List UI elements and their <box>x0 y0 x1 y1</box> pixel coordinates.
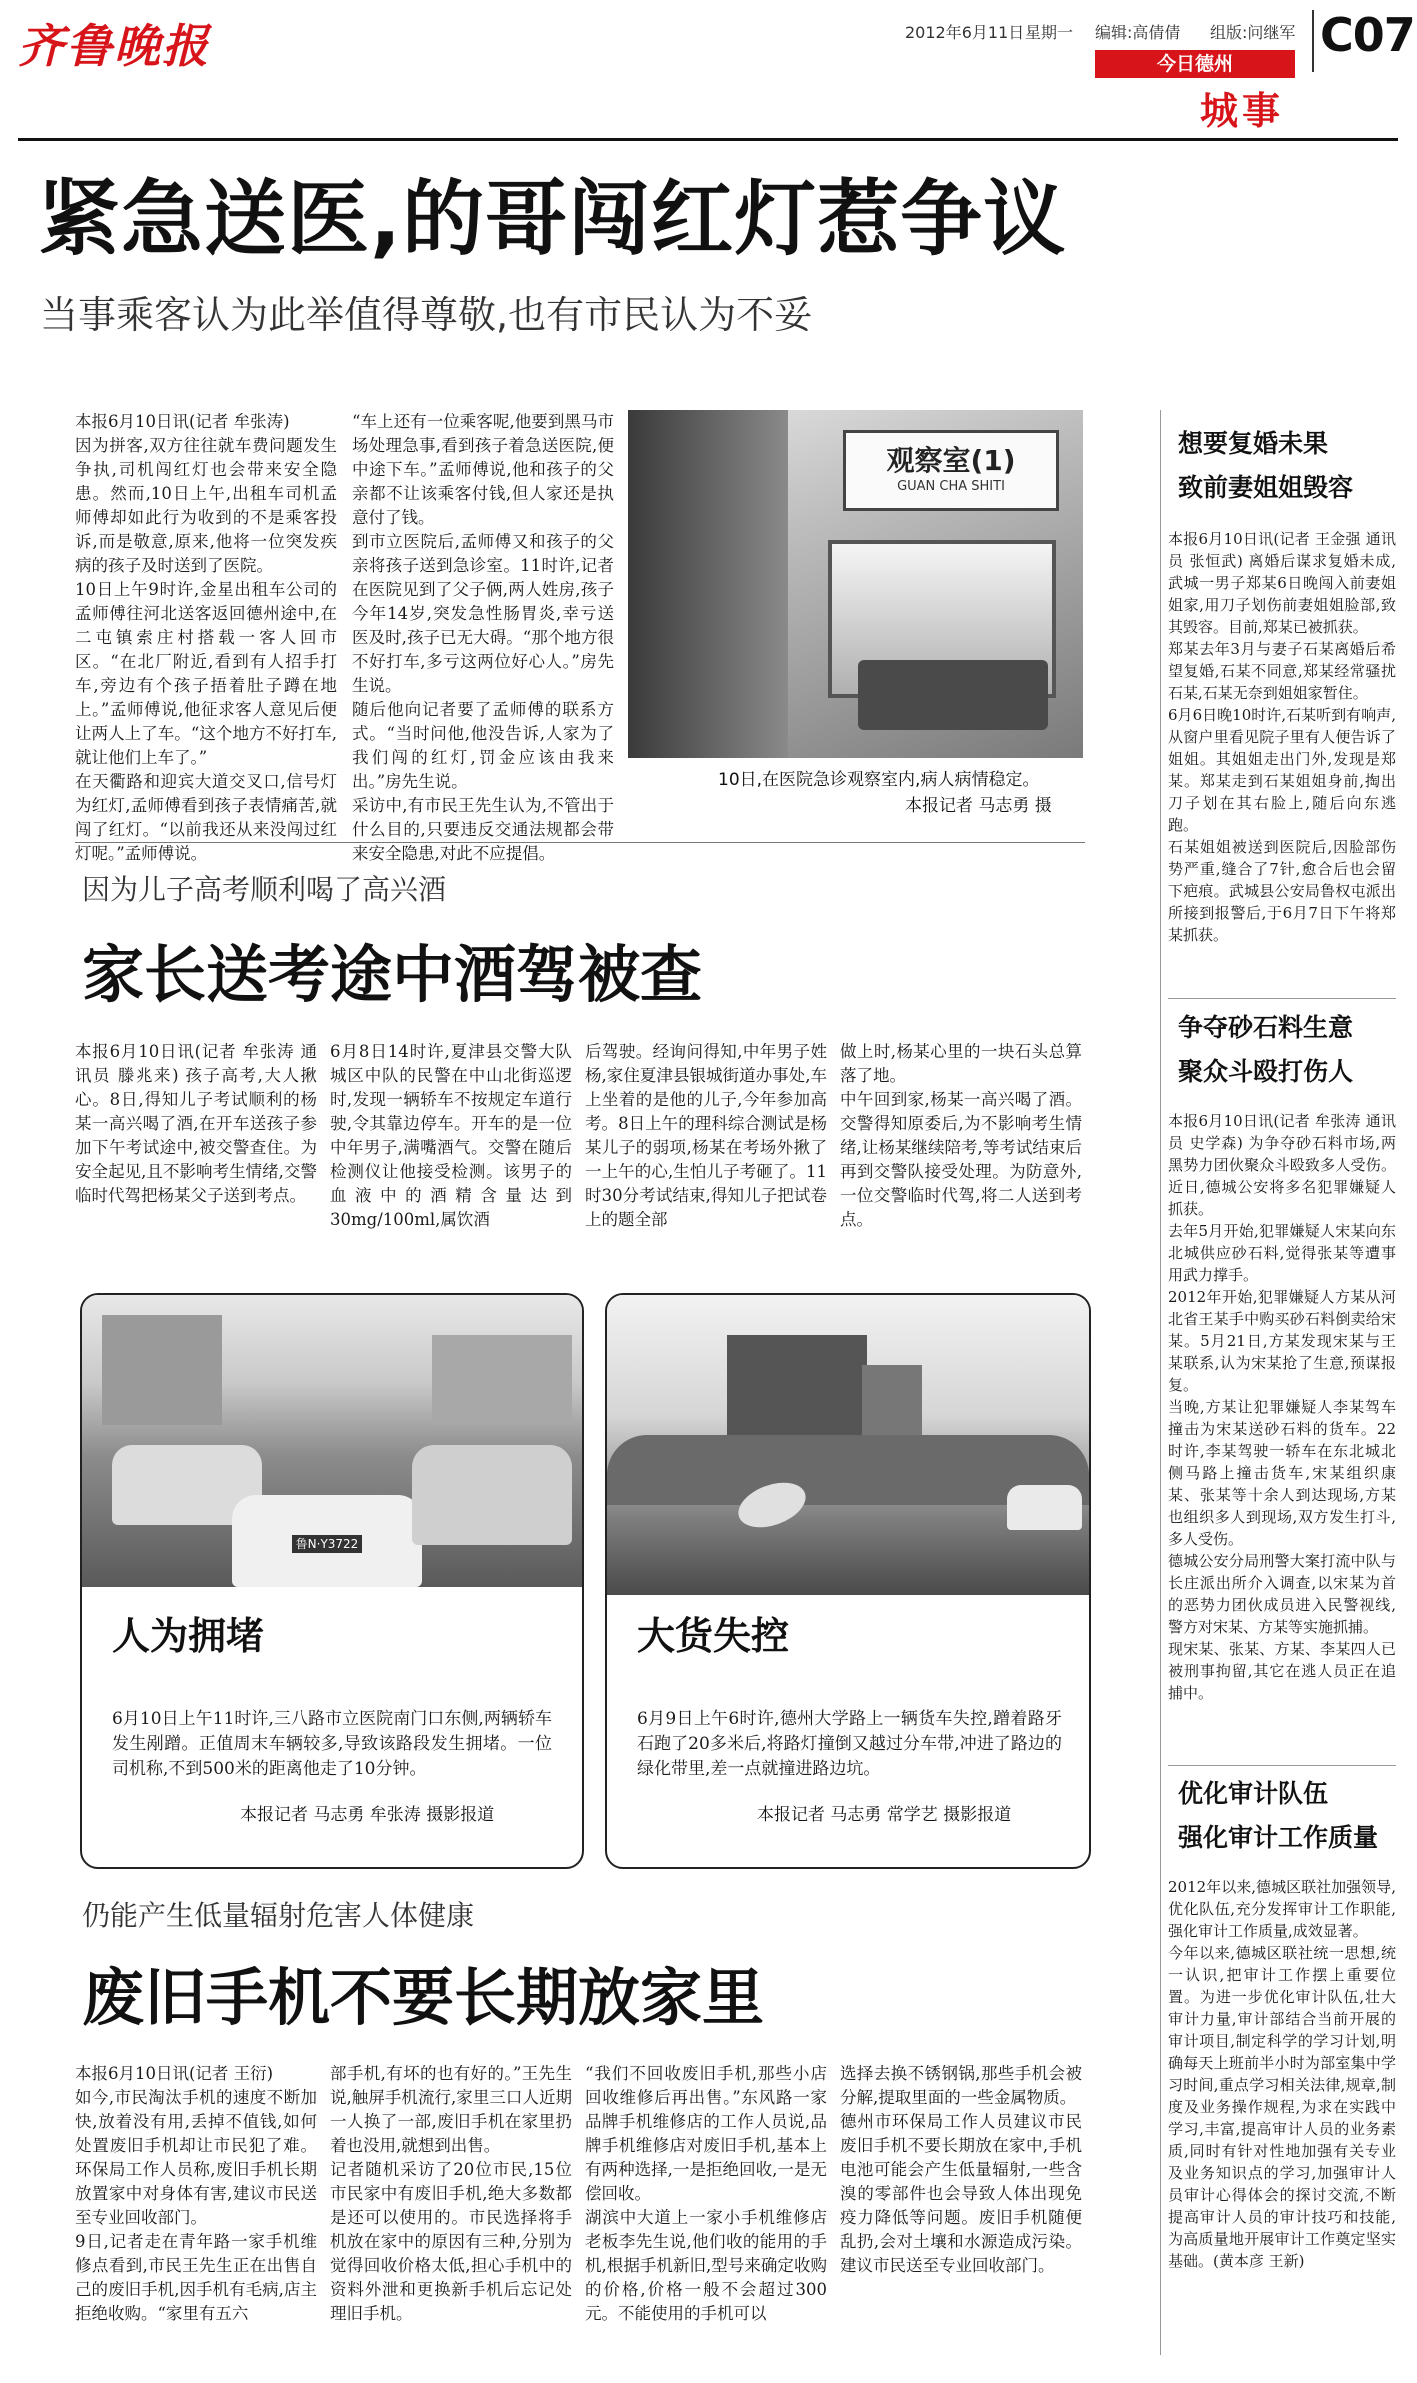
photo-card-left <box>80 1293 584 1869</box>
story2-kicker: 因为儿子高考顺利喝了高兴酒 <box>82 873 447 906</box>
sidebar-title-1a: 想要复婚未果 <box>1178 429 1329 458</box>
sidebar-title-2a: 争夺砂石料生意 <box>1178 1013 1354 1042</box>
layout-credit: 组版:问继军 <box>1210 23 1296 42</box>
photo-sign-text: 观察室(1) <box>886 444 1016 477</box>
story2-body-col4: 做上时,杨某心里的一块石头总算落了地。 中午回到家,杨某一高兴喝了酒。交警得知原委后,为不影响考生情绪,让杨某继续陪考,等考试结束后再到交警队接受处理。为防意外,一位交警临时代驾,将二人送到考点。 <box>840 1042 1082 1229</box>
section-title: 城事 <box>1200 89 1285 133</box>
issue-weekday: 星期一 <box>1025 23 1074 42</box>
sidebar-body-2: 本报6月10日讯(记者 牟张涛 通讯员 史学森) 为争夺砂石料市场,两黑势力团伙聚众斗殴致多人受伤。近日,德城公安将多名犯罪嫌疑人抓获。 去年5月开始,犯罪嫌疑人宋某向东北城供应砂石料,觉得张某等遭事用武力撑手。 2012年开始,犯罪嫌疑人方某从河北省王某手中购买砂石料倒卖给宋某。5月21日,方某发现宋某与王某联系,认为宋某抢了生意,预谋报复。 当晚,方某让犯罪嫌疑人李某驾车撞击为宋某送砂石料的货车。22时许,李某驾驶一轿车在东北城北侧马路上撞击货车,宋某组织康某、张某等十余人到达现场,方某也组织多人到现场,双方发生打斗,多人受伤。 德城公安分局刑警大案打流中队与长庄派出所介入调查,以宋某为首的恶势力团伙成员进入民警视线,警方对宋某、方某等实施抓捕。 现宋某、张某、方某、李某四人已被刑事拘留,其它在逃人员正在追捕中。 <box>1168 1112 1396 1702</box>
lead-headline: 紧急送医,的哥闯红灯惹争议 <box>38 172 1067 267</box>
photo-left-caption: 6月10日上午11时许,三八路市立医院南门口东侧,两辆轿车发生剐蹭。正值周末车辆较多,导致该路段发生拥堵。一位司机称,不到500米的距离他走了10分钟。 <box>112 1709 552 1779</box>
story3-body-col3: “我们不回收废旧手机,那些小店回收维修后再出售。”东风路一家品牌手机维修店的工作人员说,品牌手机维修店对废旧手机,基本上有两种选择,一是拒绝回收,一是无偿回收。 湖滨中大道上一家小手机维修店老板李先生说,他们收的能用的手机,根据手机新旧,型号来确定收购的价格,价格一般不会超过300元。不能使用的手机可以 <box>585 2064 827 2323</box>
sidebar-title-2b: 聚众斗殴打伤人 <box>1178 1057 1354 1086</box>
license-plate: 鲁N·Y3722 <box>292 1535 362 1553</box>
story3-body-col4: 选择去换不锈钢锅,那些手机会被分解,提取里面的一些金属物质。 德州市环保局工作人员建议市民废旧手机不要长期放在家中,手机电池可能会产生低量辐射,一些含溴的零部件也会导致人体出现免疫力降低等问题。废旧手机随便乱扔,会对土壤和水源造成污染。建议市民送至专业回收部门。 <box>840 2064 1082 2275</box>
story2-body-col1: 本报6月10日讯(记者 牟张涛 通讯员 滕兆来) 孩子高考,大人揪心。8日,得知儿子考试顺利的杨某一高兴喝了酒,在开车送孩子参加下午考试途中,被交警查住。为安全起见,且不影响考生情绪,交警临时代驾把杨某父子送到考点。 <box>75 1042 317 1205</box>
section-tag: 今日德州 <box>1095 50 1295 78</box>
sidebar-rule-2 <box>1168 1765 1396 1766</box>
sidebar-rule-1 <box>1168 998 1396 999</box>
issue-date: 2012年6月11日 <box>905 23 1025 42</box>
photo-car <box>412 1445 572 1545</box>
lead-subhead: 当事乘客认为此举值得尊敬,也有市民认为不妥 <box>40 293 813 337</box>
photo-card-right <box>605 1293 1091 1869</box>
photo-right-title: 大货失控 <box>637 1614 790 1658</box>
photo-right-caption: 6月9日上午6时许,德州大学路上一辆货车失控,蹭着路牙石跑了20多米后,将路灯撞倒又越过分车带,冲进了路边的绿化带里,差一点就撞进路边坑。 <box>637 1709 1062 1779</box>
photo-right-credit: 本报记者 马志勇 常学艺 摄影报道 <box>757 1805 1012 1825</box>
sidebar-title-3a: 优化审计队伍 <box>1178 1779 1329 1808</box>
photo-car <box>1007 1485 1082 1530</box>
story2-body-col2: 6月8日14时许,夏津县交警大队城区中队的民警在中山北街巡逻时,发现一辆轿车不按规定车道行驶,令其靠边停车。开车的是一位中年男子,满嘴酒气。交警在随后检测仪让他接受检测。该男子的血液中的酒精含量达到30mg/100ml,属饮酒 <box>330 1042 572 1229</box>
photo-left-credit: 本报记者 马志勇 牟张涛 摄影报道 <box>240 1805 495 1825</box>
sidebar <box>1168 410 1398 2360</box>
photo-building <box>102 1315 222 1425</box>
photo-door-sign <box>843 430 1059 511</box>
editor-credit: 编辑:高倩倩 <box>1095 23 1181 42</box>
lead-body-col2: “车上还有一位乘客呢,他要到黑马市场处理急事,看到孩子着急送医院,便中途下车。”孟师傅说,他和孩子的父亲都不让该乘客付钱,但人家还是执意付了钱。 到市立医院后,孟师傅又和孩子的父亲将孩子送到急诊室。11时许,记者在医院见到了父子俩,两人姓房,孩子今年14岁,突发急性肠胃炎,幸亏送医及时,孩子已无大碍。“那个地方很不好打车,多亏这两位好心人。”房先生说。 随后他向记者要了孟师傅的联系方式。“当时问他,他没告诉,人家为了我们闯的红灯,罚金应该由我来出。”房先生说。 采访中,有市民王先生认为,不管出于什么目的,只要违反交通法规都会带来安全隐患,对此不应提倡。 <box>352 412 614 863</box>
story2-headline: 家长送考途中酒驾被查 <box>82 938 703 1011</box>
sidebar-divider <box>1160 410 1161 2355</box>
photo-building <box>432 1335 572 1425</box>
photo-left-title: 人为拥堵 <box>112 1614 265 1658</box>
story3-headline: 废旧手机不要长期放家里 <box>82 1961 765 2034</box>
truck-photo <box>607 1295 1089 1595</box>
lead-body-col1: 本报6月10日讯(记者 牟张涛) 因为拼客,双方往往就车费问题发生争执,司机闯红灯也会带来安全隐患。然而,10日上午,出租车司机孟师傅却如此行为收到的不是乘客投诉,而是敬意,原来,他将一位突发疾病的孩子及时送到了医院。 10日上午9时许,金星出租车公司的孟师傅往河北送客返回德州途中,在二屯镇索庄村搭载一客人回市区。“在北厂附近,看到有人招手打车,旁边有个孩子捂着肚子蹲在地上。”孟师傅说,他征求客人意见后便让两人上了车。“这个地方不好打车,就让他们上车了。” 在天衢路和迎宾大道交叉口,信号灯为红灯,孟师傅看到孩子表情痛苦,就闯了红灯。“以前我还从来没闯过红灯呢。”孟师傅说。 <box>75 412 337 863</box>
masthead <box>0 0 1417 140</box>
sidebar-body-1: 本报6月10日讯(记者 王金强 通讯员 张恒武) 离婚后谋求复婚未成,武城一男子郑某6日晚闯入前妻姐姐家,用刀子划伤前妻姐姐脸部,致其毁容。目前,郑某已被抓获。 郑某去年3月与妻子石某离婚后希望复婚,石某不同意,郑某经常骚扰石某,石某无奈到姐姐家暂住。 6月6日晚10时许,石某听到有响声,从窗户里看见院子里有人便告诉了姐姐。其姐姐走出门外,发现是郑某。郑某走到石某姐姐身前,掏出刀子划在其右脸上,随后向东逃跑。 石某姐姐被送到医院后,因脸部伤势严重,缝合了7针,愈合后也会留下疤痕。武城县公安局鲁权屯派出所接到报警后,于6月7日下午将郑某抓获。 <box>1168 530 1396 944</box>
page-number-divider <box>1312 10 1314 72</box>
sidebar-title-3b: 强化审计工作质量 <box>1178 1823 1379 1852</box>
masthead-rule <box>18 138 1398 141</box>
sidebar-body-3: 2012年以来,德城区联社加强领导,优化队伍,充分发挥审计工作职能,强化审计工作质量,成效显著。 今年以来,德城区联社统一思想,统一认识,把审计工作摆上重要位置。为进一步优化审计队伍,壮大审计力量,审计部结合当前开展的审计项目,制定科学的学习计划,明确每天上班前半小时为部室集中学习时间,重点学习相关法律,规章,制度及业务操作规程,为求在实践中学习,丰富,提高审计人员的业务素质,同时有针对性地加强有关专业及业务知识点的学习,加强审计人员审计心得体会的探讨交流,不断提高审计人员的审计技巧和技能,为高质量地开展审计工作奠定坚实基础。(黄本彦 王新) <box>1168 1878 1396 2270</box>
lead-photo-caption: 10日,在医院急诊观察室内,病人病情稳定。 <box>718 770 1040 790</box>
photo-sign-pinyin: GUAN CHA SHITI <box>897 479 1005 494</box>
photo-bed <box>858 660 1048 730</box>
story2-body-col3: 后驾驶。经询问得知,中年男子姓杨,家住夏津县银城街道办事处,车上坐着的是他的儿子,今年参加高考。8日上午的理科综合测试是杨某儿子的弱项,杨某在考场外揪了一上午的心,生怕儿子考砸了。11时30分考试结束,得知儿子把试卷上的题全部 <box>585 1042 827 1229</box>
story3-body-col1: 本报6月10日讯(记者 王衍) 如今,市民淘汰手机的速度不断加快,放着没有用,丢掉不值钱,如何处置废旧手机却让市民犯了难。环保局工作人员称,废旧手机长期放置家中对身体有害,建议市民送至专业回收部门。 9日,记者走在青年路一家手机维修点看到,市民王先生正在出售自己的废旧手机,因手机有毛病,店主拒绝收购。“家里有五六 <box>75 2064 317 2323</box>
story3-kicker: 仍能产生低量辐射危害人体健康 <box>82 1899 475 1932</box>
traffic-photo <box>82 1295 582 1587</box>
photo-doorframe <box>628 410 788 758</box>
page-number: C07 <box>1320 8 1415 62</box>
lead-photo <box>628 410 1083 758</box>
divider-lead <box>75 842 1085 843</box>
newspaper-logo: 齐鲁晚报 <box>18 19 210 73</box>
lead-photo-credit: 本报记者 马志勇 摄 <box>905 796 1052 816</box>
sidebar-title-1b: 致前妻姐姐毁容 <box>1178 473 1354 502</box>
story3-body-col2: 部手机,有坏的也有好的。”王先生说,触屏手机流行,家里三口人近期一人换了一部,废旧手机在家里扔着也没用,就想到出售。 记者随机采访了20位市民,15位市民家中有废旧手机,绝大多数都是还可以使用的。市民选择将手机放在家中的原因有三种,分别为觉得回收价格太低,担心手机中的资料外泄和更换新手机后忘记处理旧手机。 <box>330 2064 572 2323</box>
